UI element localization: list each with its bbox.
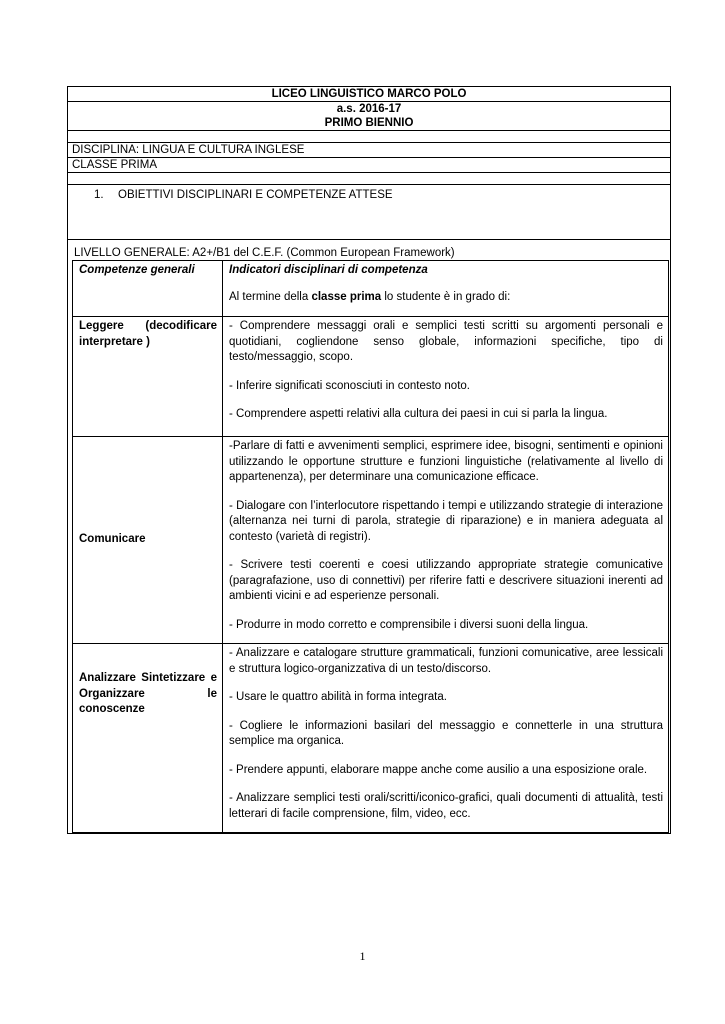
page-number: 1 bbox=[359, 949, 366, 963]
table-header-row bbox=[73, 261, 669, 317]
list-item: - Comprendere messaggi orali e semplici testi scritti su argomenti personali e quotidiani, cogliendone senso globale, informazioni specifiche, tipo di testo/messaggio, scopo. bbox=[229, 320, 663, 363]
section-heading bbox=[94, 188, 393, 202]
spacer-row bbox=[68, 173, 671, 185]
list-item: - Prendere appunti, elaborare mappe anche come ausilio a una esposizione orale. bbox=[229, 763, 648, 776]
section-title: OBIETTIVI DISCIPLINARI E COMPETENZE ATTESE bbox=[118, 189, 393, 201]
list-item: - Produrre in modo corretto e comprensibile i diversi suoni della lingua. bbox=[229, 618, 589, 631]
table-row bbox=[73, 644, 669, 833]
intro-bold: classe prima bbox=[311, 290, 382, 303]
school-year: a.s. 2016-17 bbox=[336, 103, 402, 115]
list-item: -Parlare di fatti e avvenimenti semplici, esprimere idee, bisogni, sentimenti e opinioni utilizzando le opportune strutture e funzioni linguistiche (relativamente al livello di appartenenza), per determinare una comunicazione efficace. bbox=[229, 440, 663, 483]
indicators-cell bbox=[223, 644, 669, 833]
list-item: - Inferire significati sconosciuti in contesto noto. bbox=[229, 379, 470, 392]
objectives-heading bbox=[68, 185, 671, 240]
class-row: CLASSE PRIMA bbox=[68, 158, 671, 173]
competences-table bbox=[72, 260, 669, 833]
list-item: - Usare le quattro abilità in forma integrata. bbox=[229, 691, 447, 703]
spacer-row bbox=[68, 131, 671, 143]
column-header-competences: Competenze generali bbox=[73, 261, 223, 317]
competences-block bbox=[68, 240, 671, 834]
school-name: LICEO LINGUISTICO MARCO POLO bbox=[68, 87, 671, 102]
list-item: - Analizzare semplici testi orali/scritti/iconico-grafici, quali documenti di attualità, testi letterari di facile comprensione, film, video, ecc. bbox=[229, 792, 663, 820]
competence-label-communicate: Comunicare bbox=[73, 437, 223, 644]
level-line: LIVELLO GENERALE: A2+/B1 del C.E.F. (Common European Framework) bbox=[74, 247, 455, 259]
course-level: PRIMO BIENNIO bbox=[324, 117, 414, 129]
document-page bbox=[67, 86, 671, 834]
competence-label-analyse: Analizzare Sintetizzare e Organizzare le conoscenze bbox=[73, 644, 223, 833]
competence-label-reading: Leggere (decodificare interpretare ) bbox=[73, 317, 223, 437]
list-item: - Analizzare e catalogare strutture grammaticali, funzioni comunicative, aree lessicali e struttura logico-organizzativa di un testo/discorso. bbox=[229, 647, 663, 675]
table-row bbox=[73, 437, 669, 644]
indicators-cell bbox=[223, 317, 669, 437]
intro-sentence: Al termine della classe prima lo studente è in grado di: bbox=[229, 290, 511, 303]
discipline-row: DISCIPLINA: LINGUA E CULTURA INGLESE bbox=[68, 143, 671, 158]
title-block bbox=[68, 102, 671, 131]
column-header-indicators-cell bbox=[223, 261, 669, 317]
list-item: - Scrivere testi coerenti e coesi utilizzando appropriate strategie comunicative (paragrafazione, uso di connettivi) per riferire fatti e descrivere situazioni inerenti ad ambienti vicini e ad esperienze personali. bbox=[229, 559, 663, 602]
list-item: - Comprendere aspetti relativi alla cultura dei paesi in cui si parla la lingua. bbox=[229, 408, 608, 420]
indicators-cell bbox=[223, 437, 669, 644]
list-item: - Cogliere le informazioni basilari del messaggio e connetterle in una struttura semplice ma organica. bbox=[229, 719, 663, 747]
table-row bbox=[73, 317, 669, 437]
section-number: 1. bbox=[94, 189, 104, 201]
list-item: - Dialogare con l’interlocutore rispettando i tempi e utilizzando strategie di interazione (alternanza nei turni di parola, strategie di riparazione) e in maniera adeguata al contesto (varietà di registri). bbox=[229, 499, 663, 543]
column-header-indicators: Indicatori disciplinari di competenza bbox=[229, 264, 428, 276]
programme-table bbox=[67, 86, 671, 834]
